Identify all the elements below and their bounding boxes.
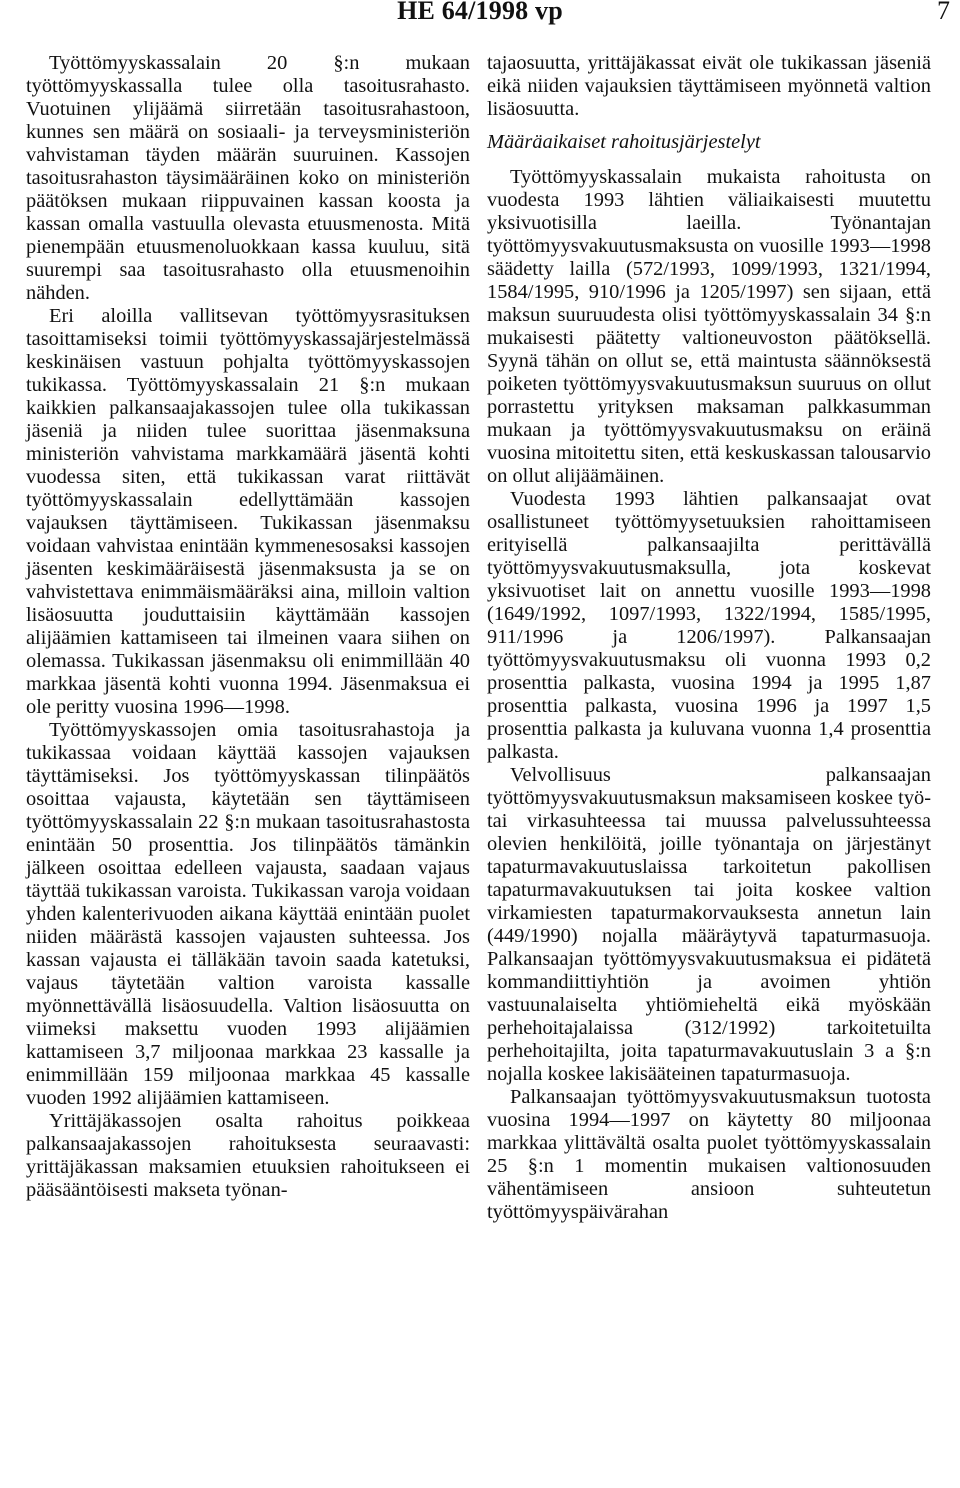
paragraph: Vuodesta 1993 lähtien palkansaajat ovat osallistuneet työttömyysetuuksien rahoittamiseen erityisellä palkansaajilta perittävällä työttömyysvakuutusmaksulla, jota koskevat yksivuotiset lait on annettu vuosille 1993—1998 (1649/1992, 1097/1993, 1322/1994, 1585/1995, 911/1996 ja 1206/1997). Palkansaajan työttömyysvakuutusmaksu oli vuonna 1993 0,2 prosenttia palkasta, vuosina 1994 ja 1995 1,87 prosenttia palkasta, vuosina 1996 ja 1997 1,5 prosenttia palkasta ja kuluvana vuonna 1,4 prosenttia palkasta.: [487, 488, 931, 763]
paragraph: Työttömyyskassalain 20 §:n mukaan työttömyyskassalla tulee olla tasoitusrahasto. Vuotuinen ylijäämä siirretään tasoitusrahastoon, kunnes sen määrä on sosiaali- ja terveysministeriön vahvistaman täyden määrän suuruinen. Kassojen tasoitusrahaston täysimääräinen koko on ministeriön päätöksen mukaan riippuvainen kassan koosta ja kassan omalla vastuulla olevasta etuusmenosta. Mitä pienempään etuusmenoluokkaan kassa kuuluu, sitä suurempi saa tasoitusrahasto olla etuusmenoihin nähden.: [26, 52, 470, 304]
section-subheading: Määräaikaiset rahoitusjärjestelyt: [487, 131, 761, 153]
page-number: 7: [937, 0, 950, 25]
paragraph: Työttömyyskassalain mukaista rahoitusta on vuodesta 1993 lähtien väliaikaisesti muutettu yksivuotisilla laeilla. Työnantajan työttömyysvakuutusmaksusta on vuosille 1993—1998 säädetty lailla (572/1993, 1099/1993, 1321/1994, 1584/1995, 910/1996 ja 1205/1997) sen sijaan, että maksun suuruudesta olisi työttömyyskassalain 34 §:n mukaisesti päätetty valtioneuvoston päätöksellä. Syynä tähän on ollut se, että maintusta säännöksestä poiketen työttömyysvakuutusmaksun suuruus on ollut porrastettu yrityksen maksaman palkkasumman mukaan ja työttömyysvakuutusmaksu on eräinä vuosina mitoitettu siten, että keskuskassan talousarvio on ollut alijäämäinen.: [487, 166, 931, 487]
paragraph: Velvollisuus palkansaajan työttömyysvakuutusmaksun maksamiseen koskee työ- tai virkasuhteessa tai muussa palvelussuhteessa olevien henkilöitä, joille työnantaja on järjestänyt tapaturmavakuutuslaissa tarkoitetun pakollisen tapaturmavakuutuksen tai joita koskee valtion virkamiesten tapaturmakorvauksesta annetun lain (449/1990) nojalla määräytyvä tapaturmasuoja. Palkansaajan työttömyysvakuutusmaksua ei pidätetä kommandiittiyhtiön ja avoimen yhtiön vastuunalaiselta yhtiömieheltä eikä myöskään perhehoitajalaissa (312/1992) tarkoitetuilta perhehoitajilta, joita tapaturmavakuutuslain 3 a §:n nojalla koskee lakisääteinen tapaturmasuoja.: [487, 764, 931, 1085]
paragraph: Eri aloilla vallitsevan työttömyysrasituksen tasoittamiseksi toimii työttömyyskassajärjestelmässä keskinäisen vastuun pohjalta työttömyyskassojen tukikassa. Työttömyyskassalain 21 §:n mukaan kaikkien palkansaajakassojen tulee olla tukikassan jäseniä ja niiden tulee suorittaa jäsenmaksuna ministeriön vahvistama markkamäärä jäsentä kohti vuodessa siten, että tukikassan varat riittävät työttömyyskassalain edellyttämään kassojen vajauksen täyttämiseen. Tukikassan jäsenmaksu voidaan vahvistaa enintään kymmenesosaksi kassojen jäsenten keskimääräisestä jäsenmaksusta ja se on vahvistettava enimmäismääräksi aina, milloin valtion lisäosuutta jouduttaisiin käyttämään kassojen alijäämien kattamiseen tai ilmeinen vaara siihen on olemassa. Tukikassan jäsenmaksu oli enimmillään 40 markkaa jäsentä kohti vuonna 1994. Jäsenmaksua ei ole peritty vuosina 1996—1998.: [26, 305, 470, 718]
continued-paragraph: tajaosuutta, yrittäjäkassat eivät ole tukikassan jäseniä eikä niiden vajauksien täyttämiseen myönnetä valtion lisäosuutta.: [487, 52, 931, 120]
paragraph: Yrittäjäkassojen osalta rahoitus poikkeaa palkansaajakassojen rahoituksesta seuraavasti: yrittäjäkassan maksamien etuuksien rahoitukseen ei pääsääntöisesti makseta työnan-: [26, 1110, 470, 1201]
document-id: HE 64/1998 vp: [397, 0, 563, 25]
left-column: [26, 52, 470, 1202]
right-column: [487, 52, 931, 1224]
running-header: [0, 0, 960, 36]
paragraph: Työttömyyskassojen omia tasoitusrahastoja ja tukikassaa voidaan käyttää kassojen vajauksen täyttämiseksi. Jos työttömyyskassan tilinpäätös osoittaa vajausta, käytetään sen täyttämiseen työttömyyskassalain 22 §:n mukaan tasoitusrahastosta enintään 50 prosenttia. Jos tilinpäätös tämänkin jälkeen osoittaa edelleen vajausta, saadaan vajaus täyttää tukikassan varoista. Tukikassan varoja voidaan yhden kalenterivuoden aikana käyttää enintään puolet niiden määrästä kassojen vajausten suhteessa. Jos kassan vajausta ei tälläkään tavoin saada katetuksi, vajaus täytetään valtion varoista kassalle myönnettävällä lisäosuudella. Valtion lisäosuutta on viimeksi maksettu vuoden 1993 alijäämien kattamiseen 3,7 miljoonaa markkaa 23 kassalle ja enimmillään 159 miljoonaa markkaa 45 kassalle vuoden 1992 alijäämien kattamiseen.: [26, 719, 470, 1109]
paragraph: Palkansaajan työttömyysvakuutusmaksun tuotosta vuosina 1994—1997 on käytetty 80 miljoonaa markkaa ylittävältä osalta puolet työttömyyskassalain 25 §:n 1 momentin mukaisen valtionosuuden vähentämiseen ansioon suhteutetun työttömyyspäivärahan: [487, 1086, 931, 1223]
